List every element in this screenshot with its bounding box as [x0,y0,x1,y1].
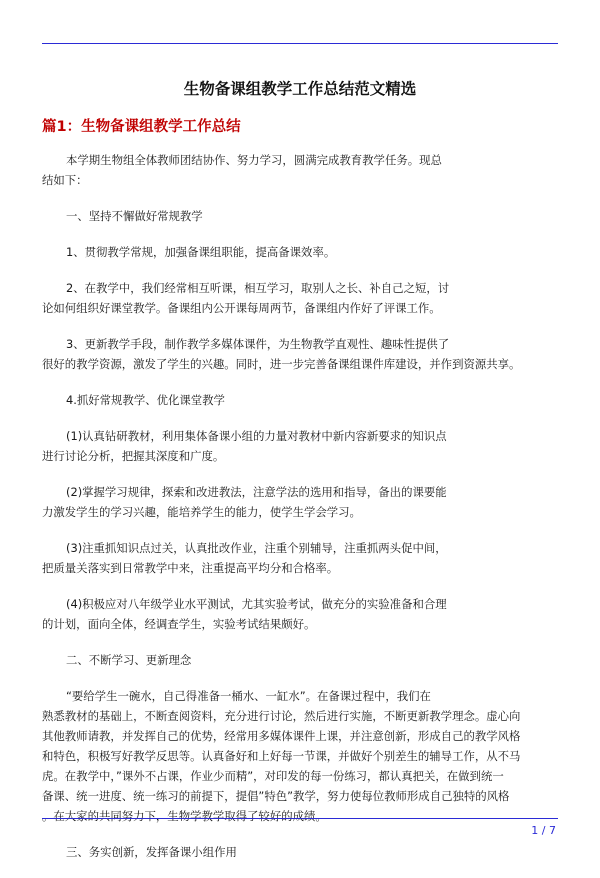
text-line: 2、在教学中，我们经常相互听课，相互学习，取别人之长、补自己之短，讨 [66,281,450,295]
header-rule [42,43,558,44]
paragraph [42,686,564,826]
document-title: 生物备课组教学工作总结范文精选 [183,80,417,98]
text-line: 一、坚持不懈做好常规教学 [66,209,203,223]
text-line: “要给学生一碗水，自己得准备一桶水、一缸水”。在备课过程中，我们在 [66,689,431,703]
text-line: 和特色，积极写好教学反思等。认真备好和上好每一节课，并做好个别差生的辅导工作，从不马 [42,749,521,763]
text-line: (1)认真钻研教材，利用集体备课小组的力量对教材中新内容新要求的知识点 [66,429,447,443]
text-line: 熟悉教材的基础上，不断查阅资料，充分进行讨论，然后进行实施，不断更新教学理念。虚心向 [42,709,521,723]
text-line: 进行讨论分析，把握其深度和广度。 [42,449,225,463]
subheading [42,650,564,670]
text-line: 本学期生物组全体教师团结协作、努力学习，圆满完成教育教学任务。现总 [66,153,442,167]
text-line: 4.抓好常规教学、优化课堂教学 [66,393,225,407]
paragraph [42,538,564,578]
text-line: 虎。在教学中，”课外不占课，作业少而精”，对印发的每一份练习，都认真把关，在做到统一 [42,769,504,783]
paragraph [42,482,564,522]
paragraph [42,594,564,634]
text-line: (4)积极应对八年级学业水平测试，尤其实验考试，做充分的实验准备和合理 [66,597,447,611]
text-line: (3)注重抓知识点过关，认真批改作业，注重个别辅导，注重抓两头促中间， [66,541,447,555]
text-line: 三、务实创新，发挥备课小组作用 [66,845,237,859]
text-line: 1、贯彻教学常规，加强备课组职能，提高备课效率。 [66,245,336,259]
text-line: 二、不断学习、更新理念 [66,653,192,667]
paragraph [42,278,564,318]
section-heading: 篇1：生物备课组教学工作总结 [42,119,241,135]
document-body [42,150,564,878]
paragraph [42,426,564,466]
text-line: 把质量关落实到日常教学中来，注重提高平均分和合格率。 [42,561,339,575]
footer-rule [42,818,558,819]
subheading [42,390,564,410]
text-line: 很好的教学资源，激发了学生的兴趣。同时，进一步完善备课组课件库建设，并作到资源共享。 [42,357,521,371]
subheading [42,842,564,862]
paragraph [42,334,564,374]
text-line: 的计划，面向全体，经调查学生，实验考试结果颇好。 [42,617,316,631]
text-line: 论如何组织好课堂教学。备课组内公开课每周两节，备课组内作好了评课工作。 [42,301,441,315]
text-line: 3、更新教学手段，制作教学多媒体课件，为生物教学直观性、趣味性提供了 [66,337,450,351]
text-line: 力激发学生的学习兴趣，能培养学生的能力，使学生学会学习。 [42,505,361,519]
paragraph [42,150,564,190]
text-line: (2)掌握学习规律，探索和改进教法，注意学法的选用和指导，备出的课要能 [66,485,447,499]
text-line: 。在大家的共同努力下，生物学教学取得了较好的成绩。 [42,809,327,823]
text-line: 备课、统一进度、统一练习的前提下，提倡”特色”教学，努力使每位教师形成自己独特的风格 [42,789,510,803]
subheading [42,206,564,226]
text-line: 结如下： [42,173,88,187]
text-line: 其他教师请教，并发挥自己的优势，经常用多媒体课件上课，并注意创新，形成自己的教学风格 [42,729,521,743]
page-number: 1 / 7 [531,824,556,837]
paragraph [42,242,564,262]
